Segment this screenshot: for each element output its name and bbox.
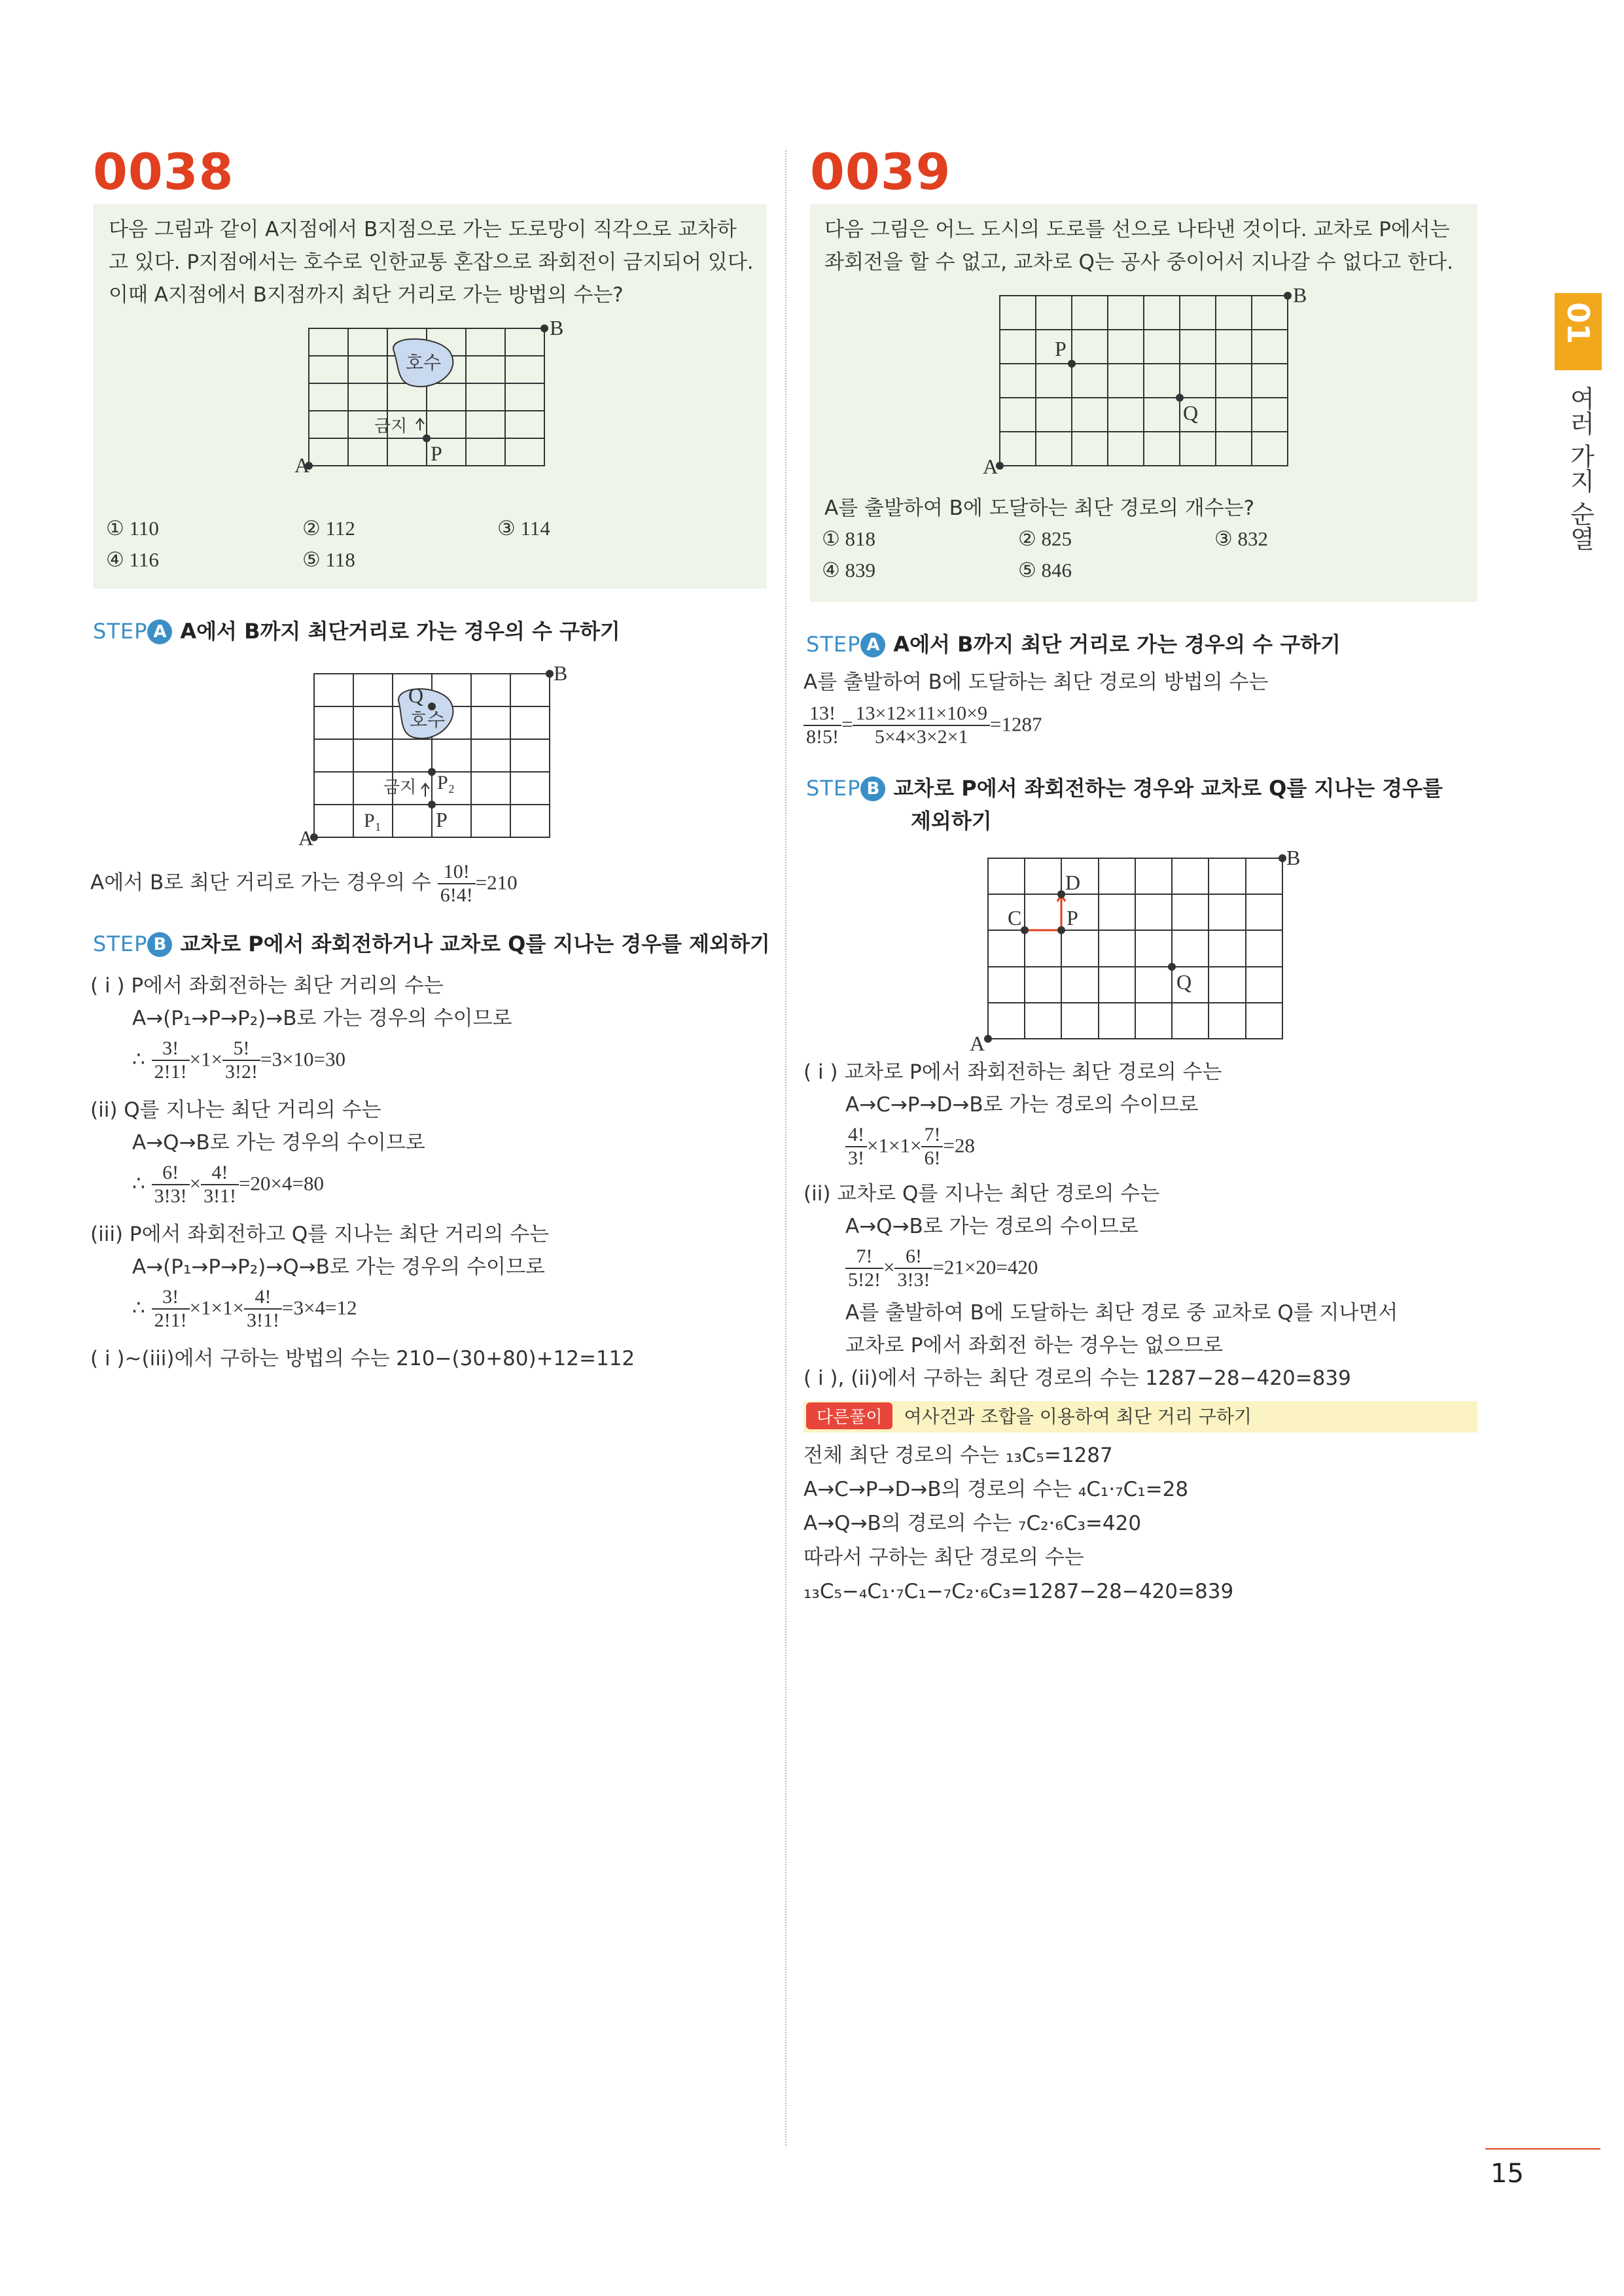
case-i-path: A→C→P→D→B로 가는 경로의 수이므로 bbox=[845, 1093, 1199, 1117]
step-a-result-0038: A에서 B로 최단 거리로 가는 경우의 수 $\frac{10!}{6!4!}$ =210 bbox=[90, 861, 518, 906]
svg-text:D: D bbox=[1065, 871, 1081, 894]
road-grid-figure-solution bbox=[275, 654, 568, 857]
option-2: ② 112 bbox=[302, 517, 355, 540]
svg-text:A: A bbox=[970, 1032, 985, 1055]
option-5: ⑤ 846 bbox=[1018, 559, 1072, 582]
city-road-figure-solution bbox=[955, 844, 1322, 1053]
case-i-calc: ∴ $\frac{3!}{2!1!}$ ×1× $\frac{5!}{3!2!}$ =3×10=30 bbox=[132, 1037, 345, 1083]
problem-box-0038 bbox=[93, 204, 767, 589]
final-answer-0038: ( i )~(iii)에서 구하는 방법의 수는 210−(30+80)+12=112 bbox=[90, 1347, 635, 1370]
option-1: ① 110 bbox=[106, 517, 159, 540]
svg-text:금지: 금지 bbox=[383, 778, 417, 797]
alt-line-3: A→Q→B의 경로의 수는 ₇C₂·₆C₃=420 bbox=[803, 1512, 1142, 1535]
city-road-figure bbox=[974, 283, 1327, 479]
problem-number-0038: 0038 bbox=[93, 143, 234, 201]
svg-text:Q: Q bbox=[1176, 970, 1192, 994]
label-B: B bbox=[550, 316, 564, 339]
svg-text:B: B bbox=[1286, 846, 1301, 869]
alt-solution-tag: 다른풀이 bbox=[806, 1402, 892, 1429]
case-ii-calc: $\frac{7!}{5!2!}$ × $\frac{6!}{3!3!}$ =21×20=420 bbox=[845, 1245, 1038, 1291]
case-iii-path: A→(P₁→P→P₂)→Q→B로 가는 경우의 수이므로 bbox=[132, 1255, 545, 1279]
case-i-title: ( i ) P에서 좌회전하는 최단 거리의 수는 bbox=[90, 974, 444, 998]
svg-text:Q: Q bbox=[1183, 401, 1199, 425]
alt-line-5: ₁₃C₅−₄C₁·₇C₁−₇C₂·₆C₃=1287−28−420=839 bbox=[803, 1580, 1234, 1603]
problem-number-0039: 0039 bbox=[810, 143, 951, 201]
chapter-title: 여러 가지 순열 bbox=[1566, 386, 1595, 551]
case-ii-title: (ii) Q를 지나는 최단 거리의 수는 bbox=[90, 1098, 381, 1122]
question-line-2: 고 있다. P지점에서는 호수로 인한교통 혼잡으로 좌회전이 금지되어 있다. bbox=[109, 251, 754, 274]
svg-text:P: P bbox=[1055, 337, 1067, 360]
svg-text:P: P bbox=[436, 808, 448, 831]
case-iii-calc: ∴ $\frac{3!}{2!1!}$ ×1×1× $\frac{4!}{3!1!}$ =3×4=12 bbox=[132, 1286, 357, 1331]
svg-text:A: A bbox=[298, 826, 314, 850]
question-line-3: 이때 A지점에서 B지점까지 최단 거리로 가는 방법의 수는? bbox=[109, 283, 624, 307]
option-3: ③ 114 bbox=[497, 517, 550, 540]
alt-line-2: A→C→P→D→B의 경로의 수는 ₄C₁·₇C₁=28 bbox=[803, 1478, 1189, 1501]
svg-text:P₁: P₁ bbox=[364, 810, 382, 831]
option-5: ⑤ 118 bbox=[302, 548, 355, 571]
problem-box-0039 bbox=[810, 204, 1477, 602]
option-4: ④ 839 bbox=[822, 559, 876, 582]
option-4: ④ 116 bbox=[106, 548, 159, 571]
alt-solution-title: 여사건과 조합을 이용하여 최단 거리 구하기 bbox=[904, 1406, 1252, 1427]
case-ii-note-2: 교차로 P에서 좌회전 하는 경우는 없으므로 bbox=[845, 1334, 1224, 1357]
case-iii-title: (iii) P에서 좌회전하고 Q를 지나는 최단 거리의 수는 bbox=[90, 1223, 550, 1246]
svg-text:Q: Q bbox=[408, 684, 424, 707]
chapter-number: 01 bbox=[1561, 302, 1596, 345]
question-line-2: 좌회전을 할 수 없고, 교차로 Q는 공사 중이어서 지나갈 수 없다고 한다. bbox=[824, 251, 1454, 274]
question-line-1: 다음 그림은 어느 도시의 도로를 선으로 나타낸 것이다. 교차로 P에서는 bbox=[824, 218, 1450, 241]
case-i-calc: $\frac{4!}{3!}$ ×1×1× $\frac{7!}{6!}$ =28 bbox=[845, 1124, 975, 1170]
question-line-1: 다음 그림과 같이 A지점에서 B지점으로 가는 도로망이 직각으로 교차하 bbox=[109, 218, 737, 241]
page-number: 15 bbox=[1491, 2159, 1524, 2189]
road-grid-figure bbox=[276, 315, 564, 492]
svg-text:A: A bbox=[983, 455, 998, 478]
step-a-heading-0038: STEP A A에서 B까지 최단거리로 가는 경우의 수 구하기 bbox=[93, 619, 620, 644]
column-divider bbox=[785, 150, 786, 2146]
svg-text:B: B bbox=[1293, 283, 1307, 307]
case-i-path: A→(P₁→P→P₂)→B로 가는 경우의 수이므로 bbox=[132, 1007, 512, 1030]
step-a-text-0039: A를 출발하여 B에 도달하는 최단 경로의 방법의 수는 bbox=[803, 670, 1269, 694]
step-b-heading-0039-line2: 제외하기 bbox=[911, 809, 992, 833]
alt-solution-heading bbox=[806, 1402, 1252, 1429]
svg-text:P: P bbox=[1067, 906, 1078, 930]
label-lake: 호수 bbox=[406, 352, 442, 374]
alt-line-1: 전체 최단 경로의 수는 ₁₃C₅=1287 bbox=[803, 1444, 1113, 1467]
step-a-heading-0039: STEP A A에서 B까지 최단 거리로 가는 경우의 수 구하기 bbox=[806, 632, 1341, 657]
svg-text:P₂: P₂ bbox=[437, 772, 455, 793]
chapter-tab bbox=[1555, 293, 1602, 370]
page-number-rule bbox=[1485, 2148, 1600, 2149]
case-ii-title: (ii) 교차로 Q를 지나는 최단 경로의 수는 bbox=[803, 1182, 1160, 1206]
option-1: ① 818 bbox=[822, 527, 876, 550]
svg-text:C: C bbox=[1008, 906, 1022, 930]
option-3: ③ 832 bbox=[1214, 527, 1269, 550]
case-ii-calc: ∴ $\frac{6!}{3!3!}$ × $\frac{4!}{3!1!}$ =20×4=80 bbox=[132, 1162, 324, 1207]
case-ii-path: A→Q→B로 가는 경우의 수이므로 bbox=[132, 1131, 425, 1155]
case-i-title: ( i ) 교차로 P에서 좌회전하는 최단 경로의 수는 bbox=[803, 1060, 1222, 1084]
svg-text:호수: 호수 bbox=[410, 709, 446, 731]
case-ii-path: A→Q→B로 가는 경로의 수이므로 bbox=[845, 1215, 1139, 1238]
question-line-3: A를 출발하여 B에 도달하는 최단 경로의 개수는? bbox=[824, 496, 1255, 520]
final-answer-0039: ( i ), (ii)에서 구하는 최단 경로의 수는 1287−28−420=839 bbox=[803, 1366, 1351, 1390]
label-P: P bbox=[431, 442, 442, 465]
step-a-calc-0039: $\frac{13!}{8!5!}$ = $\frac{13\times 12\times 11\times 10\times 9}{5\times 4\times 3\times 2\times 1}$ =1287 bbox=[803, 703, 1042, 748]
option-2: ② 825 bbox=[1018, 527, 1072, 550]
step-b-heading-0038: STEP B 교차로 P에서 좌회전하거나 교차로 Q를 지나는 경우를 제외하기 bbox=[93, 931, 770, 956]
alt-line-4: 따라서 구하는 최단 경로의 수는 bbox=[803, 1546, 1084, 1569]
case-ii-note-1: A를 출발하여 B에 도달하는 최단 경로 중 교차로 Q를 지나면서 bbox=[845, 1301, 1398, 1325]
label-A: A bbox=[294, 453, 310, 477]
step-b-heading-0039: STEP B 교차로 P에서 좌회전하는 경우와 교차로 Q를 지나는 경우를 bbox=[806, 776, 1443, 801]
svg-text:B: B bbox=[554, 661, 568, 685]
label-noleft: 금지 bbox=[374, 417, 408, 436]
